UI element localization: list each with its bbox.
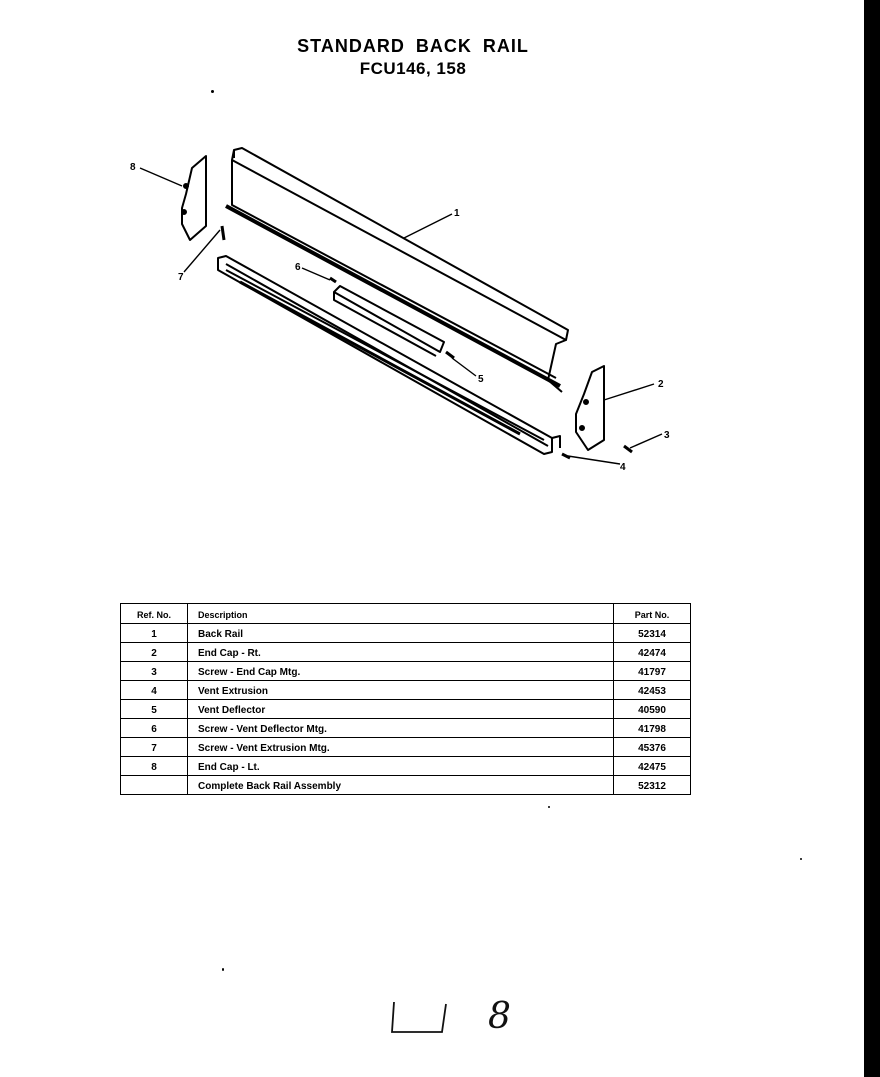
table-row [121, 681, 691, 700]
scan-speck [222, 968, 224, 971]
part-no-cell: 45376 [614, 738, 691, 757]
part-no-cell: 52314 [614, 624, 691, 643]
ref-no-cell: 5 [121, 700, 188, 719]
handwritten-page-number: 8 [488, 996, 511, 1037]
part-no-cell: 42453 [614, 681, 691, 700]
model-numbers: FCU146, 158 [359, 59, 467, 78]
callout-8: 8 [130, 162, 136, 173]
end-cap-right [576, 366, 604, 450]
ref-no-cell: 1 [121, 624, 188, 643]
part-no-cell: 40590 [614, 700, 691, 719]
table-row [121, 776, 691, 795]
leader-7 [184, 230, 220, 272]
callout-6: 6 [295, 262, 301, 273]
ref-no-cell [121, 776, 188, 795]
description-cell: Vent Deflector [188, 700, 614, 719]
scan-speck [211, 90, 214, 93]
callout-2: 2 [658, 379, 664, 390]
table-row [121, 719, 691, 738]
part-no-cell: 52312 [614, 776, 691, 795]
parts-list-table [120, 603, 691, 795]
description-cell: Vent Extrusion [188, 681, 614, 700]
ref-no-cell: 2 [121, 643, 188, 662]
description-cell: Screw - Vent Extrusion Mtg. [188, 738, 614, 757]
end-cap-left [182, 156, 206, 240]
table-row [121, 757, 691, 776]
scan-border [864, 0, 880, 1077]
table-row [121, 700, 691, 719]
part-no-header: Part No. [614, 604, 691, 624]
part-no-cell: 42475 [614, 757, 691, 776]
part-no-cell: 41797 [614, 662, 691, 681]
scan-speck [548, 806, 550, 808]
description-header: Description [188, 604, 614, 624]
ref-no-cell: 4 [121, 681, 188, 700]
ref-no-header: Ref. No. [121, 604, 188, 624]
table-row [121, 662, 691, 681]
ref-no-cell: 8 [121, 757, 188, 776]
callout-3: 3 [664, 430, 670, 441]
ref-no-cell: 3 [121, 662, 188, 681]
description-cell: Screw - Vent Deflector Mtg. [188, 719, 614, 738]
document-title: STANDARD BACK RAIL [297, 36, 529, 56]
leader-6 [302, 268, 330, 280]
description-cell: Back Rail [188, 624, 614, 643]
back-rail-part [232, 148, 568, 340]
part-no-cell: 42474 [614, 643, 691, 662]
table-row [121, 624, 691, 643]
callout-7: 7 [178, 272, 184, 283]
table-header-row [121, 604, 691, 624]
callout-4: 4 [620, 462, 626, 473]
table-row [121, 643, 691, 662]
scan-speck [800, 858, 802, 860]
description-cell: Complete Back Rail Assembly [188, 776, 614, 795]
leader-3 [630, 434, 662, 448]
table-row [121, 738, 691, 757]
leader-1 [404, 214, 452, 238]
part-no-cell: 41798 [614, 719, 691, 738]
handwritten-box-mark [380, 996, 470, 1040]
callout-5: 5 [478, 374, 484, 385]
leader-2 [604, 384, 654, 400]
description-cell: Screw - End Cap Mtg. [188, 662, 614, 681]
leader-4 [568, 456, 620, 464]
description-cell: End Cap - Lt. [188, 757, 614, 776]
callout-1: 1 [454, 208, 460, 219]
ref-no-cell: 6 [121, 719, 188, 738]
leader-5 [452, 358, 476, 376]
ref-no-cell: 7 [121, 738, 188, 757]
leader-8 [140, 168, 182, 186]
description-cell: End Cap - Rt. [188, 643, 614, 662]
